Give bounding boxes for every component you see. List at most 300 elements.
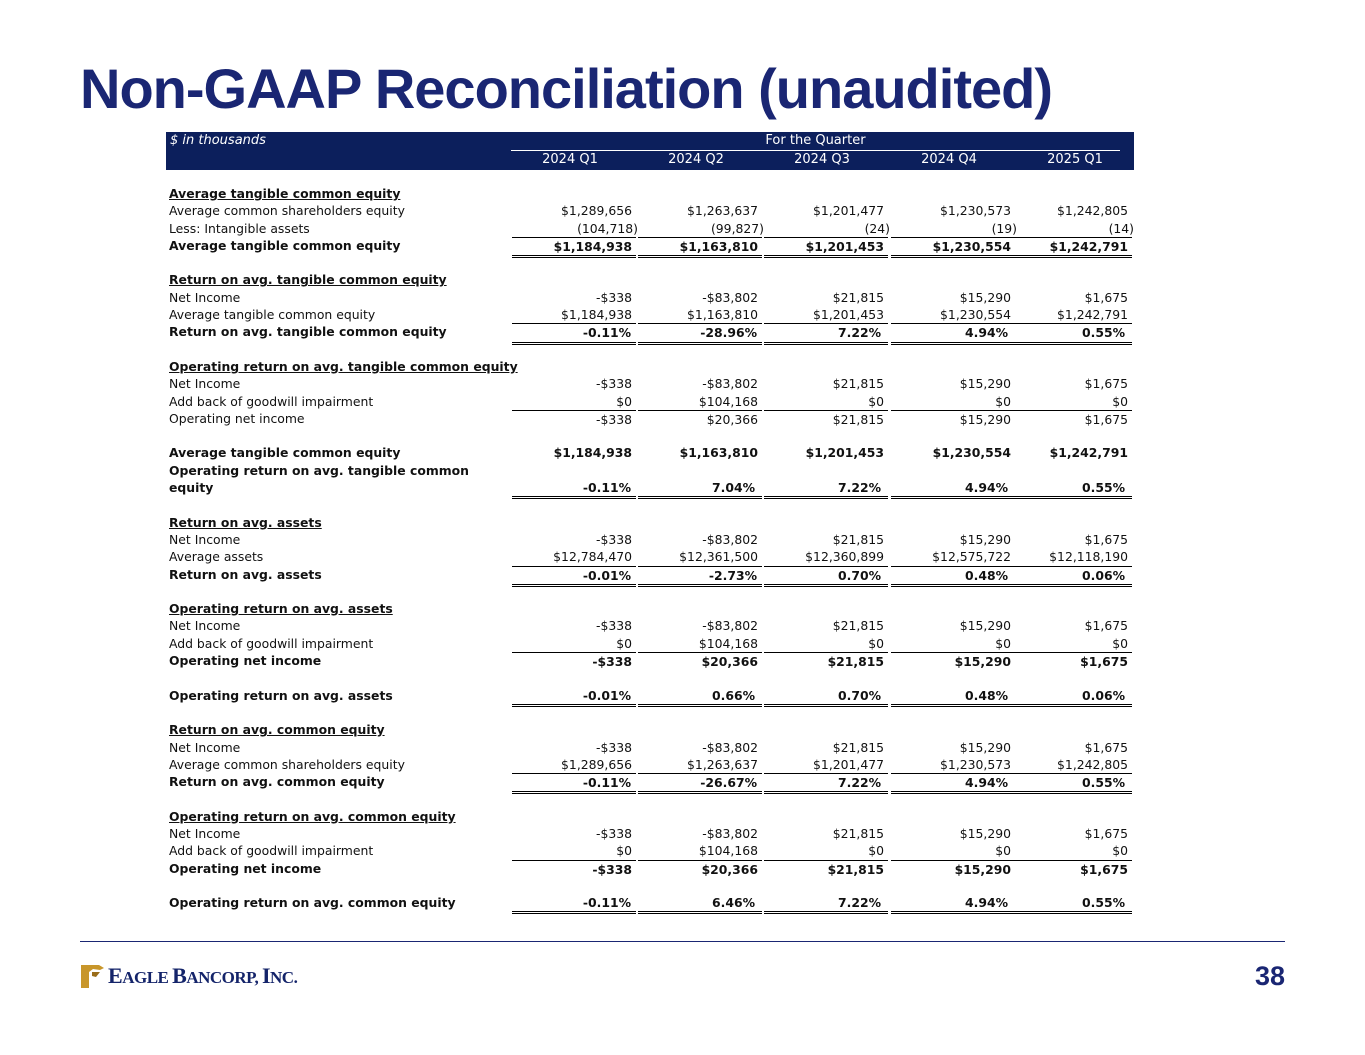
table-cell (638, 652, 762, 670)
table-cell (512, 860, 636, 878)
cell-value: (104,718) (577, 220, 638, 236)
cell-value: (19) (991, 220, 1017, 236)
eagle-logo-icon (80, 962, 106, 990)
row-label: Add back of goodwill impairment (169, 393, 374, 409)
table-cell (891, 617, 1015, 634)
table-cell (512, 393, 636, 410)
section-heading-row (166, 514, 1134, 531)
row-label: Average assets (169, 549, 264, 565)
cell-value: $1,242,791 (1049, 445, 1128, 461)
table-cell (891, 739, 1015, 756)
cell-value: 0.66% (712, 687, 755, 703)
table-row (166, 323, 1134, 340)
row-label: Net Income (169, 739, 241, 755)
row-label: Operating net income (169, 410, 305, 426)
cell-value: $0 (995, 635, 1011, 651)
table-cell (512, 894, 636, 914)
table-cell (764, 652, 888, 670)
cell-value: $20,366 (701, 654, 758, 670)
table-cell (891, 860, 1015, 878)
table-cell (1008, 825, 1132, 842)
table-cell (512, 825, 636, 842)
cell-value: $1,242,791 (1049, 238, 1128, 254)
table-row (166, 687, 1134, 704)
cell-value: -$83,802 (702, 289, 758, 305)
table-cell (1008, 566, 1132, 587)
table-cell (1008, 393, 1132, 410)
section-heading: Return on avg. common equity (169, 722, 385, 738)
row-label: Average common shareholders equity (169, 756, 405, 772)
table-cell (638, 375, 762, 392)
cell-value: $1,242,791 (1057, 307, 1128, 323)
table-cell (764, 410, 888, 428)
row-label: Net Income (169, 618, 241, 634)
table-cell (891, 323, 1015, 344)
cell-value: $15,290 (954, 861, 1011, 877)
section-heading: Return on avg. tangible common equity (169, 272, 447, 288)
table-cell (512, 289, 636, 306)
cell-value: $1,230,573 (940, 756, 1011, 772)
table-cell (1008, 687, 1132, 707)
table-cell (764, 842, 888, 859)
cell-value: $1,263,637 (687, 203, 758, 219)
table-cell (512, 739, 636, 756)
table-cell (891, 479, 1015, 499)
row-label: Net Income (169, 825, 241, 841)
cell-value: 7.22% (838, 895, 881, 911)
row-label: Less: Intangible assets (169, 220, 310, 236)
cell-value: $1,289,656 (561, 203, 632, 219)
cell-value: 4.94% (965, 480, 1008, 496)
table-row (166, 531, 1134, 548)
table-cell (638, 756, 762, 773)
row-label: Add back of goodwill impairment (169, 843, 374, 859)
table-cell (512, 652, 636, 670)
table-cell (1008, 375, 1132, 392)
cell-value: $1,230,554 (940, 307, 1011, 323)
table-cell (764, 289, 888, 306)
table-row (166, 410, 1134, 427)
cell-value: $21,815 (827, 861, 884, 877)
table-cell (891, 393, 1015, 410)
table-cell (764, 531, 888, 548)
cell-value: $104,168 (698, 393, 758, 409)
cell-value: $21,815 (827, 654, 884, 670)
table-cell (1008, 444, 1132, 461)
cell-value: 0.55% (1082, 325, 1125, 341)
cell-value: 7.04% (712, 480, 755, 496)
table-cell (638, 306, 762, 323)
row-label: Average tangible common equity (169, 237, 401, 253)
table-cell (1008, 617, 1132, 634)
cell-value: 0.06% (1082, 567, 1125, 583)
column-header: 2024 Q1 (542, 152, 598, 167)
table-cell (512, 635, 636, 652)
table-cell (891, 842, 1015, 859)
section-heading: Operating return on avg. assets (169, 601, 393, 617)
table-cell (891, 410, 1015, 428)
table-cell (638, 773, 762, 794)
cell-value: $1,163,810 (679, 445, 758, 461)
table-cell (512, 444, 636, 461)
table-cell (764, 756, 888, 773)
cell-value: $1,184,938 (553, 238, 632, 254)
table-cell (891, 202, 1015, 219)
row-label: Operating net income (169, 860, 322, 876)
cell-value: 7.22% (838, 775, 881, 791)
table-cell (638, 617, 762, 634)
table-cell (764, 375, 888, 392)
cell-value: $0 (1112, 843, 1128, 859)
cell-value: $21,815 (832, 618, 884, 634)
cell-value: 4.94% (965, 325, 1008, 341)
cell-value: -28.96% (700, 325, 757, 341)
cell-value: -0.11% (582, 775, 631, 791)
row-label: Operating return on avg. common equity (169, 895, 456, 911)
table-body (166, 170, 1134, 911)
cell-value: $12,118,190 (1049, 549, 1128, 565)
cell-value: 4.94% (965, 895, 1008, 911)
cell-value: $1,675 (1084, 411, 1128, 427)
cell-value: $0 (1112, 393, 1128, 409)
cell-value: $0 (868, 843, 884, 859)
table-cell (764, 237, 888, 258)
cell-value: $21,815 (832, 739, 884, 755)
table-cell (1008, 410, 1132, 428)
cell-value: $104,168 (698, 843, 758, 859)
cell-value: $0 (616, 635, 632, 651)
cell-value: $1,242,805 (1057, 203, 1128, 219)
table-cell (764, 825, 888, 842)
table-row (166, 237, 1134, 254)
row-spacer (166, 427, 1134, 444)
table-cell (1008, 479, 1132, 499)
row-label: Return on avg. common equity (169, 774, 385, 790)
table-cell (1008, 652, 1132, 670)
cell-value: $1,184,938 (553, 445, 632, 461)
table-cell (512, 773, 636, 794)
page-number: 38 (1254, 961, 1285, 991)
cell-value: $104,168 (698, 635, 758, 651)
cell-value: -0.11% (582, 480, 631, 496)
cell-value: $15,290 (959, 376, 1011, 392)
cell-value: $0 (1112, 635, 1128, 651)
table-cell (638, 444, 762, 461)
cell-value: 0.06% (1082, 687, 1125, 703)
table-cell (638, 323, 762, 344)
cell-value: $1,163,810 (687, 307, 758, 323)
table-cell (638, 237, 762, 258)
table-row (166, 773, 1134, 790)
table-cell (1008, 237, 1132, 258)
table-cell (764, 739, 888, 756)
table-row (166, 393, 1134, 410)
table-row (166, 842, 1134, 859)
table-cell (638, 894, 762, 914)
table-cell (891, 687, 1015, 707)
table-row (166, 825, 1134, 842)
cell-value: 0.55% (1082, 775, 1125, 791)
row-label: Operating net income (169, 653, 322, 669)
cell-value: -0.01% (582, 687, 631, 703)
section-heading-row (166, 721, 1134, 738)
cell-value: 0.70% (838, 567, 881, 583)
cell-value: $21,815 (832, 825, 884, 841)
table-cell (764, 566, 888, 587)
cell-value: -$338 (595, 531, 632, 547)
table-cell (512, 479, 636, 499)
cell-value: $12,361,500 (679, 549, 758, 565)
table-cell (1008, 548, 1132, 565)
table-cell (638, 479, 762, 499)
table-cell (891, 652, 1015, 670)
cell-value: $20,366 (701, 861, 758, 877)
cell-value: -$83,802 (702, 618, 758, 634)
cell-value: $1,675 (1084, 618, 1128, 634)
table-cell (512, 237, 636, 258)
cell-value: 7.22% (838, 325, 881, 341)
column-header: 2024 Q3 (794, 152, 850, 167)
cell-value: 0.55% (1082, 895, 1125, 911)
cell-value: $20,366 (706, 411, 758, 427)
table-cell (638, 289, 762, 306)
table-cell (891, 894, 1015, 914)
cell-value: $0 (868, 635, 884, 651)
cell-value: $15,290 (959, 289, 1011, 305)
logo-wordmark: EAGLE BANCORP, INC. (108, 963, 298, 988)
table-cell (638, 531, 762, 548)
table-cell (764, 617, 888, 634)
column-header: 2024 Q4 (921, 152, 977, 167)
table-row (166, 635, 1134, 652)
cell-value: 0.55% (1082, 480, 1125, 496)
cell-value: -$338 (592, 861, 632, 877)
cell-value: 0.48% (965, 687, 1008, 703)
cell-value: $1,163,810 (679, 238, 758, 254)
section-heading-row (166, 600, 1134, 617)
cell-value: 0.48% (965, 567, 1008, 583)
table-cell (764, 773, 888, 794)
cell-value: -$338 (595, 376, 632, 392)
table-cell (764, 860, 888, 878)
table-cell (1008, 860, 1132, 878)
table-cell (638, 566, 762, 587)
cell-value: -$338 (595, 739, 632, 755)
table-cell (638, 202, 762, 219)
column-header: 2024 Q2 (668, 152, 724, 167)
cell-value: -$338 (595, 825, 632, 841)
table-cell (512, 375, 636, 392)
cell-value: (14) (1108, 220, 1134, 236)
cell-value: $12,360,899 (805, 549, 884, 565)
cell-value: $15,290 (959, 618, 1011, 634)
row-label: Net Income (169, 289, 241, 305)
slide-title: Non-GAAP Reconciliation (unaudited) (80, 57, 1052, 120)
table-row (166, 652, 1134, 669)
cell-value: -0.11% (582, 325, 631, 341)
row-label: Add back of goodwill impairment (169, 635, 374, 651)
cell-value: -0.11% (582, 895, 631, 911)
cell-value: -$83,802 (702, 531, 758, 547)
table-cell (1008, 842, 1132, 859)
table-cell (764, 444, 888, 461)
table-cell (512, 323, 636, 344)
cell-value: $1,263,637 (687, 756, 758, 772)
column-header: 2025 Q1 (1047, 152, 1103, 167)
table-cell (1008, 323, 1132, 344)
cell-value: $1,201,453 (805, 238, 884, 254)
table-row (166, 462, 1134, 497)
table-cell (891, 306, 1015, 323)
table-cell (512, 548, 636, 565)
section-heading: Return on avg. assets (169, 514, 322, 530)
cell-value: $1,201,453 (813, 307, 884, 323)
table-cell (891, 825, 1015, 842)
table-row (166, 617, 1134, 634)
cell-value: -$83,802 (702, 825, 758, 841)
table-cell (638, 825, 762, 842)
cell-value: -2.73% (708, 567, 757, 583)
footer-divider (80, 941, 1285, 942)
table-cell (764, 202, 888, 219)
cell-value: $21,815 (832, 531, 884, 547)
table-cell (891, 756, 1015, 773)
table-row (166, 566, 1134, 583)
section-heading-row (166, 358, 1134, 375)
row-label: Operating return on avg. tangible common equity (169, 462, 470, 496)
cell-value: 0.70% (838, 687, 881, 703)
table-cell (638, 393, 762, 410)
cell-value: $1,201,477 (813, 203, 884, 219)
table-row (166, 444, 1134, 461)
cell-value: $1,675 (1084, 376, 1128, 392)
table-cell (891, 773, 1015, 794)
section-heading: Operating return on avg. common equity (169, 808, 456, 824)
cell-value: $15,290 (959, 531, 1011, 547)
row-label: Net Income (169, 376, 241, 392)
cell-value: $0 (616, 843, 632, 859)
table-cell (512, 220, 636, 237)
table-cell (764, 479, 888, 499)
table-row (166, 756, 1134, 773)
row-label: Average tangible common equity (169, 445, 401, 461)
cell-value: $1,289,656 (561, 756, 632, 772)
table-cell (1008, 773, 1132, 794)
cell-value: $21,815 (832, 289, 884, 305)
cell-value: $15,290 (954, 654, 1011, 670)
table-cell (891, 220, 1015, 237)
units-label: $ in thousands (170, 133, 266, 148)
section-heading: Average tangible common equity (169, 186, 401, 201)
table-cell (638, 220, 762, 237)
table-cell (891, 566, 1015, 587)
row-label: Return on avg. assets (169, 566, 322, 582)
table-cell (764, 894, 888, 914)
table-row (166, 289, 1134, 306)
section-heading-row (166, 185, 1134, 202)
table-cell (512, 756, 636, 773)
table-cell (1008, 289, 1132, 306)
cell-value: -$338 (595, 618, 632, 634)
cell-value: $12,784,470 (553, 549, 632, 565)
table-cell (1008, 531, 1132, 548)
cell-value: $1,242,805 (1057, 756, 1128, 772)
table-cell (1008, 202, 1132, 219)
table-cell (512, 306, 636, 323)
row-spacer (166, 170, 1134, 185)
cell-value: 7.22% (838, 480, 881, 496)
cell-value: $0 (868, 393, 884, 409)
table-cell (638, 635, 762, 652)
table-cell (764, 323, 888, 344)
table-cell (764, 306, 888, 323)
cell-value: $1,230,554 (932, 238, 1011, 254)
table-cell (638, 739, 762, 756)
cell-value: $1,675 (1084, 531, 1128, 547)
table-cell (512, 202, 636, 219)
cell-value: $15,290 (959, 825, 1011, 841)
reconciliation-table (166, 132, 1134, 911)
table-cell (1008, 306, 1132, 323)
cell-value: $0 (616, 393, 632, 409)
table-row (166, 202, 1134, 219)
cell-value: -$83,802 (702, 376, 758, 392)
cell-value: $21,815 (832, 376, 884, 392)
table-header (166, 132, 1134, 170)
table-row (166, 306, 1134, 323)
table-cell (1008, 739, 1132, 756)
row-label: Average tangible common equity (169, 307, 376, 323)
table-cell (891, 548, 1015, 565)
table-cell (638, 687, 762, 707)
cell-value: $1,675 (1080, 861, 1128, 877)
table-row (166, 860, 1134, 877)
table-row (166, 739, 1134, 756)
table-cell (1008, 894, 1132, 914)
cell-value: $1,201,477 (813, 756, 884, 772)
cell-value: 4.94% (965, 775, 1008, 791)
table-cell (638, 410, 762, 428)
table-row (166, 894, 1134, 911)
cell-value: -$83,802 (702, 739, 758, 755)
section-heading-row (166, 808, 1134, 825)
table-row (166, 220, 1134, 237)
table-row (166, 375, 1134, 392)
cell-value: (24) (864, 220, 890, 236)
table-cell (891, 531, 1015, 548)
table-cell (638, 860, 762, 878)
table-cell (764, 393, 888, 410)
row-spacer (166, 877, 1134, 894)
table-cell (638, 548, 762, 565)
table-cell (764, 548, 888, 565)
cell-value: -26.67% (700, 775, 757, 791)
table-cell (512, 531, 636, 548)
table-cell (1008, 220, 1132, 237)
period-header: For the Quarter (511, 133, 1120, 151)
cell-value: -0.01% (582, 567, 631, 583)
table-cell (764, 687, 888, 707)
table-cell (764, 220, 888, 237)
row-label: Average common shareholders equity (169, 203, 405, 219)
cell-value: 6.46% (712, 895, 755, 911)
cell-value: -$338 (595, 289, 632, 305)
row-label: Operating return on avg. assets (169, 687, 393, 703)
table-cell (891, 635, 1015, 652)
row-label: Return on avg. tangible common equity (169, 324, 447, 340)
cell-value: $0 (995, 843, 1011, 859)
table-cell (512, 842, 636, 859)
